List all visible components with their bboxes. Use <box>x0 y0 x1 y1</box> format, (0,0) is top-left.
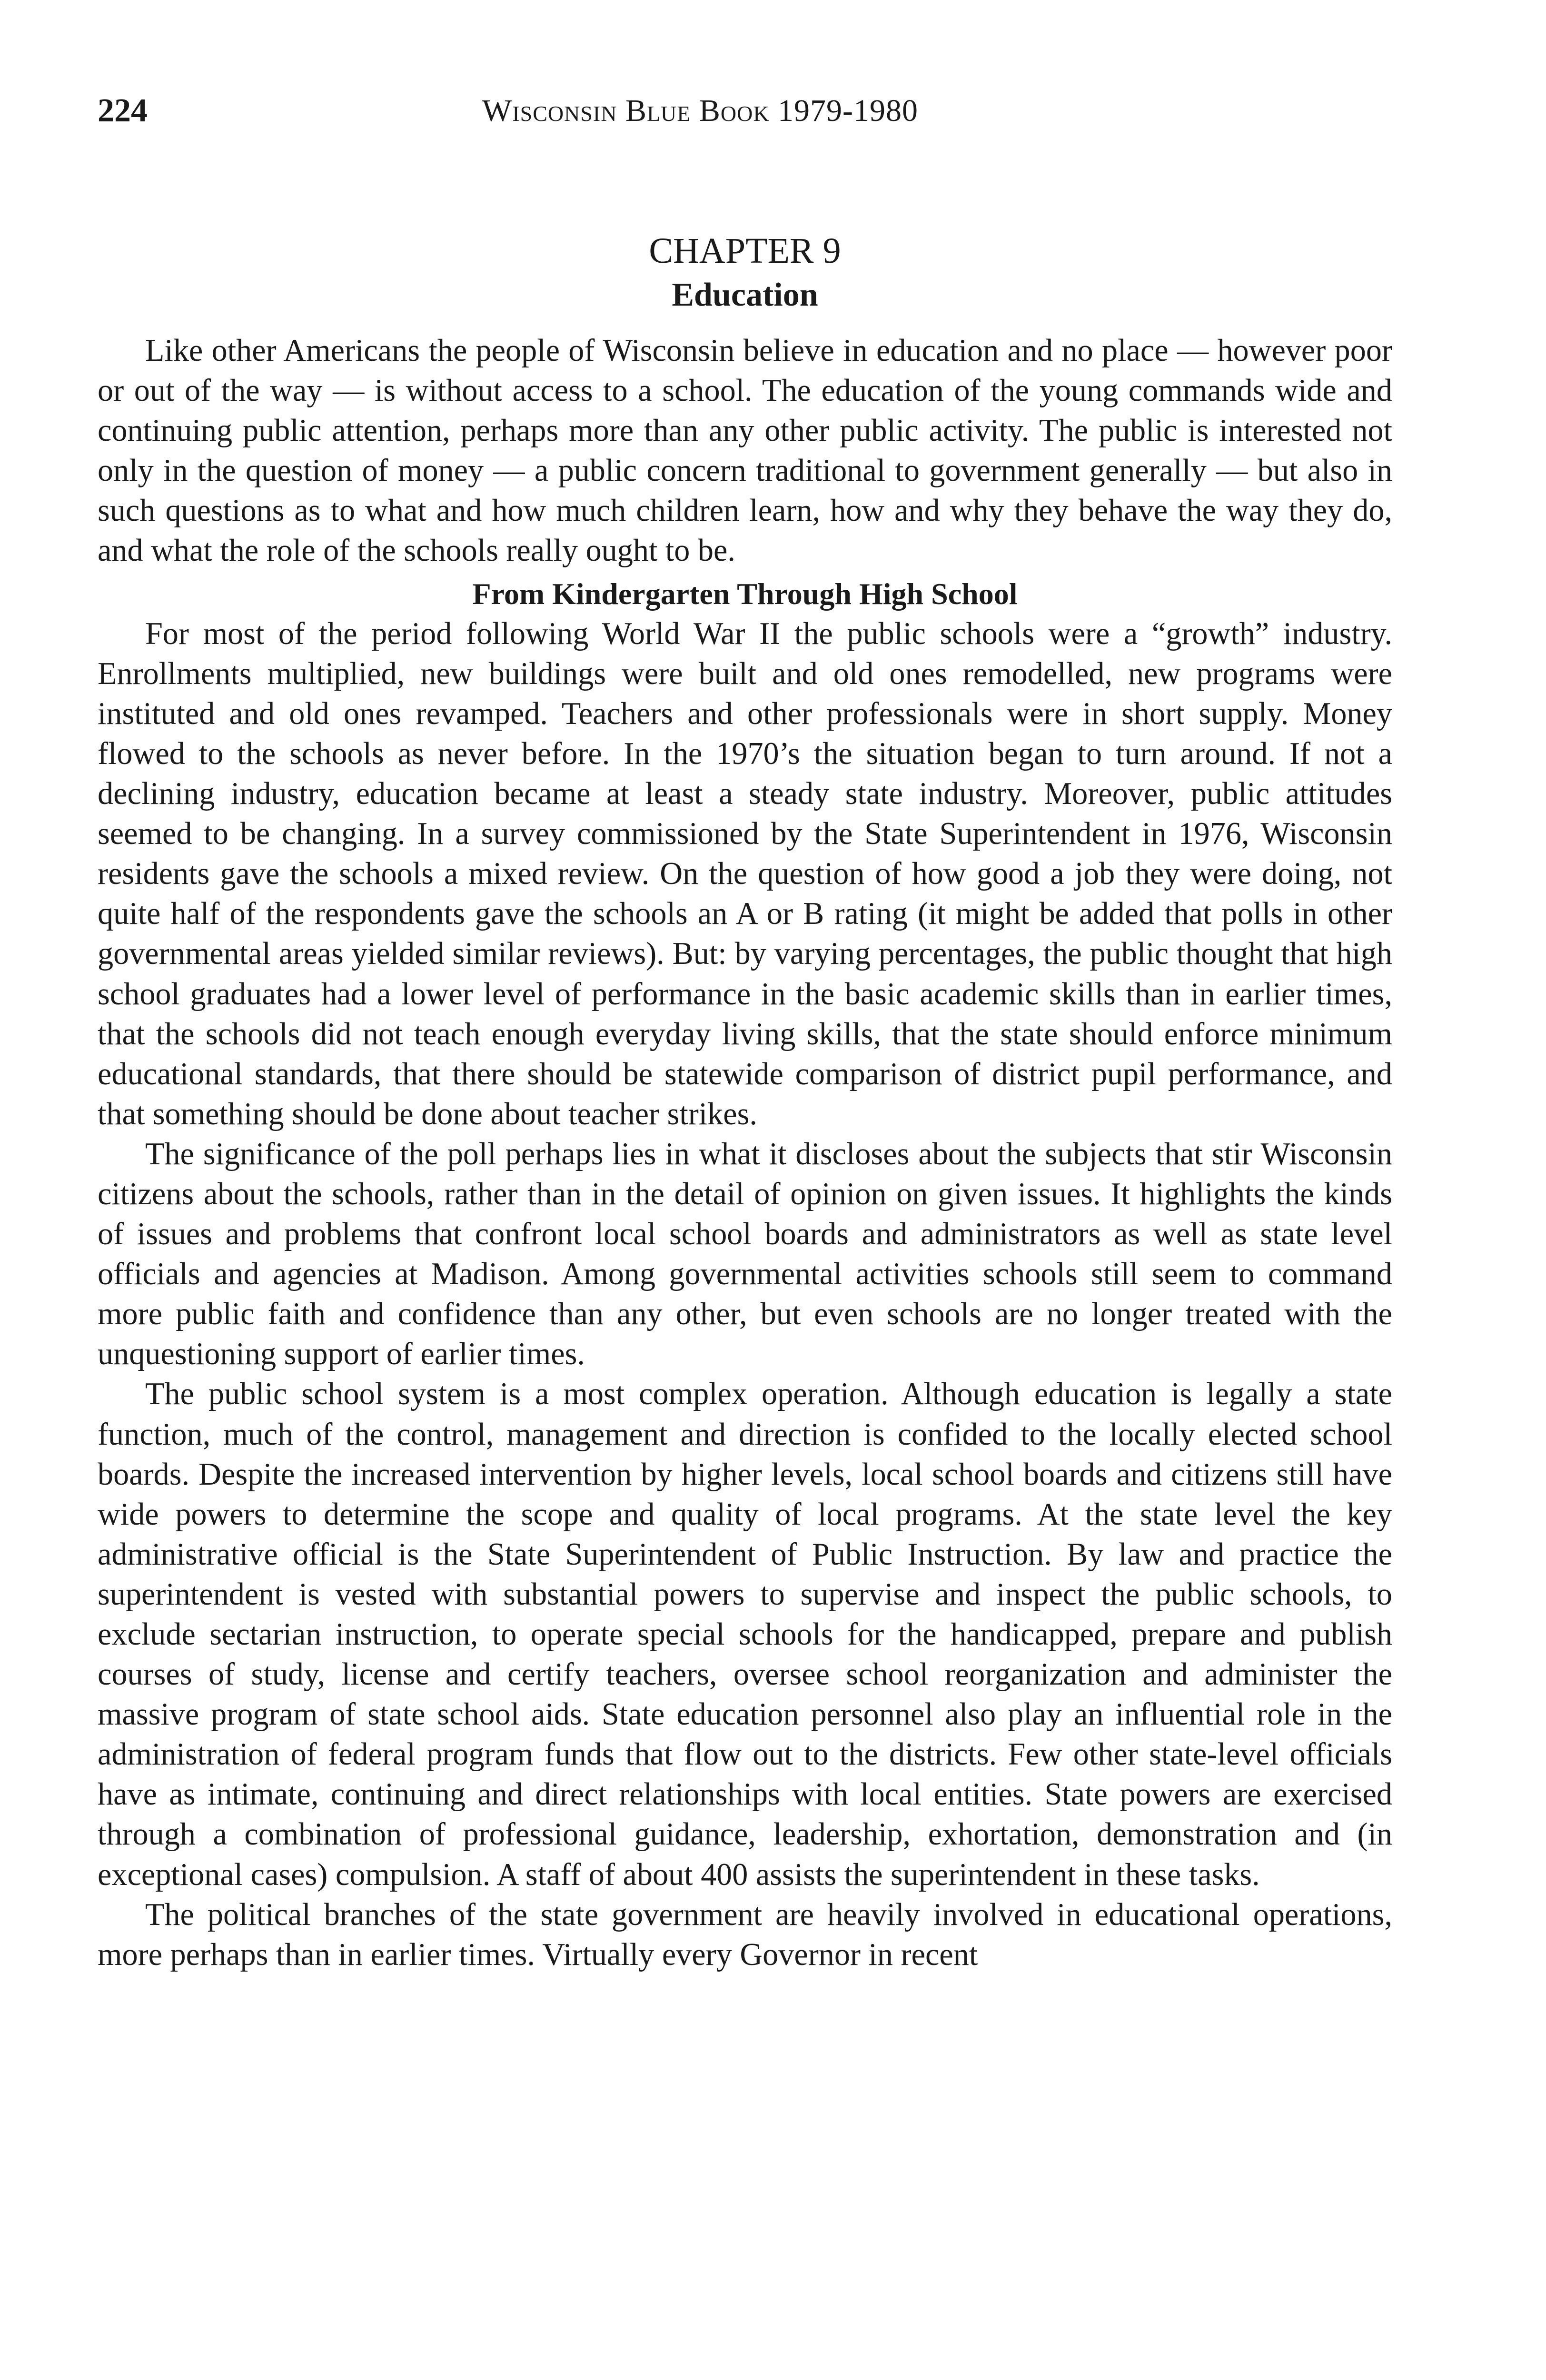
running-head <box>98 89 1402 142</box>
chapter-title: Education <box>672 277 818 313</box>
chapter-number: CHAPTER 9 <box>649 231 841 271</box>
body-paragraph-continued: The political branches of the state government are heavily involved in educational operations, more perhaps than in earlier times. Virtually every Governor in recent <box>98 1897 1392 1972</box>
intro-paragraph: Like other Americans the people of Wisconsin believe in education and no place — however poor or out of the way — is without access to a school. The education of the young commands wide and continuing public attention, perhaps more than any other public activity. The public is interested not only in the question of money — a public concern traditional to government generally — but also in such questions as to what and how much children learn, how and why they behave the way they do, and what the role of the schools really ought to be. <box>98 333 1392 568</box>
book-title: Wisconsin Blue Book 1979-1980 <box>482 93 919 128</box>
body-paragraph: For most of the period following World War II the public schools were a “growth” industry. Enrollments multiplied, new buildings were built and old ones remodelled, new programs were instituted and old ones revamped. Teachers and other professionals were in short supply. Money flowed to the schools as never before. In the 1970’s the situation began to turn around. If not a declining industry, education became at least a steady state industry. Moreover, public attitudes seemed to be changing. In a survey commissioned by the State Superintendent in 1976, Wisconsin residents gave the schools a mixed review. On the question of how good a job they were doing, not quite half of the respondents gave the schools an A or B rating (it might be added that polls in other governmental areas yielded similar reviews). But: by varying percentages, the public thought that high school graduates had a lower level of performance in the basic academic skills than in earlier times, that the schools did not teach enough everyday living skills, that the state should enforce minimum educational standards, that there should be statewide comparison of district pupil performance, and that something should be done about teacher strikes. <box>98 616 1392 1131</box>
chapter-heading <box>98 228 1392 317</box>
section-heading: From Kindergarten Through High School <box>472 576 1018 611</box>
page-number: 224 <box>98 92 148 129</box>
body-paragraph: The public school system is a most complex operation. Although education is legally a state function, much of the control, management and direction is confided to the locally elected school boards. Despite the increased intervention by higher levels, local school boards and citizens still have wide powers to determine the scope and quality of local programs. At the state level the key administrative official is the State Superintendent of Public Instruction. By law and practice the superintendent is vested with substantial powers to supervise and inspect the public schools, to exclude sectarian instruction, to operate special schools for the handicapped, prepare and publish courses of study, license and certify teachers, oversee school reorganization and administer the massive program of state school aids. State education personnel also play an influential role in the administration of federal program funds that flow out to the districts. Few other state-level officials have as intimate, continuing and direct relationships with local entities. State powers are exercised through a combination of professional guidance, leadership, exhortation, demonstration and (in exceptional cases) compulsion. A staff of about 400 assists the superintendent in these tasks. <box>98 1377 1392 1892</box>
body-paragraph: The significance of the poll perhaps lies in what it discloses about the subjects that stir Wisconsin citizens about the schools, rather than in the detail of opinion on given issues. It highlights the kinds of issues and problems that confront local school boards and administrators as well as state level officials and agencies at Madison. Among governmental activities schools still seem to command more public faith and confidence than any other, but even schools are no longer treated with the unquestioning support of earlier times. <box>98 1136 1392 1372</box>
body-text <box>98 331 1392 1975</box>
